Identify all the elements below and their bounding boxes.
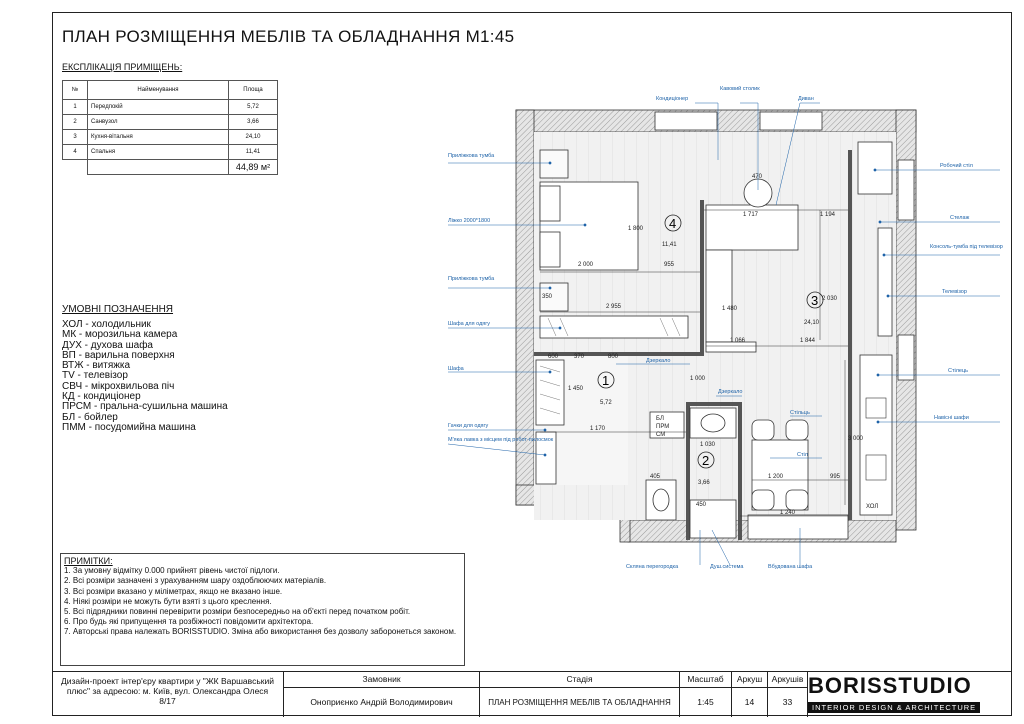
- page-title: ПЛАН РОЗМІЩЕННЯ МЕБЛІВ ТА ОБЛАДНАННЯ М1:45: [62, 27, 515, 46]
- callout-label: Гачки для одягу: [448, 423, 489, 429]
- room-number: 2: [702, 453, 710, 468]
- note-item: 6. Про будь які припущення та розбіжності повідомити архітектора.: [64, 617, 314, 627]
- cell-num: 1: [63, 100, 88, 115]
- tv-console: [878, 228, 892, 336]
- room-area: 11,41: [662, 242, 677, 248]
- dim-label: 1 717: [743, 212, 759, 218]
- wardrobe: [540, 316, 688, 338]
- callout-label: Душ.система: [710, 564, 744, 570]
- callout-label: Ліжко 2000*1800: [448, 218, 491, 224]
- dim-label: 2 955: [606, 304, 622, 310]
- cell-name: Спальня: [88, 145, 229, 160]
- dim-label: 1 450: [568, 386, 584, 392]
- room-number: 3: [811, 293, 819, 308]
- callout-label: Консоль-тумба під телевізор: [930, 244, 1003, 250]
- dim-label: 1 170: [590, 426, 606, 432]
- cell-area: 24,10: [229, 130, 278, 145]
- callout-label: Телевізор: [942, 289, 967, 295]
- callout-label: Кондиціонер: [656, 96, 689, 102]
- hall-wardrobe: [536, 360, 564, 425]
- legend-item: ПРСМ - пральна-сушильна машина: [62, 401, 228, 413]
- dim-label: 470: [752, 174, 763, 180]
- room-number: 4: [669, 216, 677, 231]
- dim-label: 450: [696, 502, 707, 508]
- cell-name: Санвузол: [88, 115, 229, 130]
- callout-label: Приліжкова тумба: [448, 153, 495, 159]
- notes-heading: ПРИМІТКИ:: [64, 556, 113, 566]
- dim-label: 600: [548, 354, 559, 360]
- logo-text: BORISSTUDIO: [808, 673, 972, 698]
- callout-label: Стільць: [790, 410, 810, 416]
- dim-label: 1 800: [628, 226, 644, 232]
- cell-area: 3,66: [229, 115, 278, 130]
- cell-num: 2: [63, 115, 88, 130]
- callout-label: Шафа: [448, 366, 464, 372]
- cell-area: 11,41: [229, 145, 278, 160]
- legend-item: МК - морозильна камера: [62, 329, 178, 341]
- scale-label: Масштаб: [680, 672, 732, 688]
- dim-label: 1 200: [768, 474, 784, 480]
- dim-label: 1 030: [700, 442, 716, 448]
- abbr-label: ПРМ: [656, 424, 670, 430]
- legend-item: КД - кондиціонер: [62, 391, 141, 403]
- table-header-name: Найменування: [88, 81, 229, 100]
- callout-label: Стіл: [797, 452, 808, 458]
- legend-item: ХОЛ - холодильник: [62, 319, 151, 330]
- scale-value: 1:45: [680, 688, 732, 717]
- note-item: 3. Всі розміри вказано у міліметрах, якщо не вказано інше.: [64, 586, 283, 596]
- dim-label: 2 000: [578, 262, 594, 268]
- dim-label: 370: [574, 354, 585, 360]
- callout-label: Навісні шафи: [934, 415, 969, 421]
- dim-label: 405: [650, 474, 661, 480]
- legend-item: ДУХ - духова шафа: [62, 339, 153, 351]
- logo-subtitle: INTERIOR DESIGN & ARCHITECTURE: [808, 702, 980, 713]
- abbr-label: СМ: [656, 432, 666, 438]
- cell-num: 4: [63, 145, 88, 160]
- callout-label: М'яка лавка з місцем під робот-пилосмок: [448, 437, 554, 443]
- callout-label: Шафа для одягу: [448, 321, 491, 327]
- callout-label: Скляна перегородка: [626, 564, 679, 570]
- note-item: 2. Всі розміри зазначені з урахуванням шару оздоблюючих матеріалів.: [64, 576, 327, 586]
- note-item: 5. Всі підрядники повинні перевірити розміри безпосередньо на об'єкті перед початком робіт.: [64, 607, 411, 617]
- total-area: 44,89 м²: [229, 160, 278, 175]
- cell-name: Кухня-вітальня: [88, 130, 229, 145]
- callout-label: Дзеркало: [646, 358, 671, 364]
- callout-label: Вбудована шафа: [768, 564, 813, 570]
- sheet-label: Аркуш: [732, 672, 768, 688]
- legend-item: СВЧ - мікрохвильова піч: [62, 380, 175, 392]
- dim-label: 955: [664, 262, 675, 268]
- desk: [858, 142, 892, 194]
- callout-label: Дзеркало: [718, 389, 743, 395]
- note-item: 4. Ніякі розміри не можуть бути взяті з цього креслення.: [64, 596, 272, 606]
- client-label: Замовник: [284, 672, 480, 688]
- callout-label: Стілець: [948, 368, 968, 374]
- table-header-area: Площа: [229, 81, 278, 100]
- callout-label: Кавовий столик: [720, 86, 760, 92]
- legend-heading: УМОВНІ ПОЗНАЧЕННЯ: [62, 304, 174, 315]
- dim-label: 1 240: [780, 510, 796, 516]
- callout-label: Приліжкова тумба: [448, 276, 495, 282]
- callout-label: Стелаж: [950, 215, 970, 221]
- legend-item: БЛ - бойлер: [62, 411, 118, 423]
- note-item: 7. Авторські права належать BORISSTUDIO. Зміна або використання без дозволу заборонеться законом.: [64, 627, 457, 637]
- abbr-label: БЛ: [656, 416, 664, 422]
- dim-label: 1 194: [820, 212, 836, 218]
- callout-label: Робочий стіл: [940, 163, 973, 169]
- studio-logo: [808, 675, 1010, 713]
- dim-label: 1 480: [722, 306, 738, 312]
- sheet-value: 14: [732, 688, 768, 717]
- room-area: 5,72: [600, 400, 612, 406]
- cell-num: 3: [63, 130, 88, 145]
- project-name: Дизайн-проект інтер'єру квартири у "ЖК Варшавський плюс" за адресою: м. Київ, вул. Олександра Олеся 8/17: [52, 672, 284, 717]
- cell-name: Передпокій: [88, 100, 229, 115]
- built-in-wardrobe: [748, 515, 848, 539]
- dim-label: 1 000: [690, 376, 706, 382]
- dim-label: 350: [542, 294, 553, 300]
- abbr-label: ХОЛ: [866, 504, 879, 510]
- dim-label: 1 066: [730, 338, 746, 344]
- dim-label: 995: [830, 474, 841, 480]
- table-header-num: №: [63, 81, 88, 100]
- dim-label: 1 844: [800, 338, 816, 344]
- room-area: 24,10: [804, 320, 820, 326]
- stage-label: Стадія: [480, 672, 680, 688]
- room-area: 3,66: [698, 480, 710, 486]
- explication-heading: ЕКСПЛІКАЦІЯ ПРИМІЩЕНЬ:: [62, 62, 183, 72]
- legend-item: ПММ - посудомийна машина: [62, 421, 196, 433]
- room-number: 1: [602, 373, 610, 388]
- dim-label: 3 000: [848, 436, 864, 442]
- note-item: 1. За умовну відмітку 0.000 прийнят рівень чистої підлоги.: [64, 566, 280, 576]
- stage-value: ПЛАН РОЗМІЩЕННЯ МЕБЛІВ ТА ОБЛАДНАННЯ: [480, 688, 680, 717]
- sheets-label: Аркушів: [768, 672, 808, 688]
- sheets-value: 33: [768, 688, 808, 717]
- kitchen-unit: [860, 355, 892, 515]
- legend-item: ВТЖ - витяжка: [62, 360, 131, 372]
- client-name: Оноприєнко Андрій Володимирович: [284, 688, 480, 717]
- dim-label: 800: [608, 354, 619, 360]
- legend-item: ВП - варильна поверхня: [62, 349, 175, 361]
- dim-label: 2 030: [822, 296, 838, 302]
- callout-label: Диван: [798, 96, 814, 102]
- cell-area: 5,72: [229, 100, 278, 115]
- legend-item: TV - телевізор: [62, 370, 128, 382]
